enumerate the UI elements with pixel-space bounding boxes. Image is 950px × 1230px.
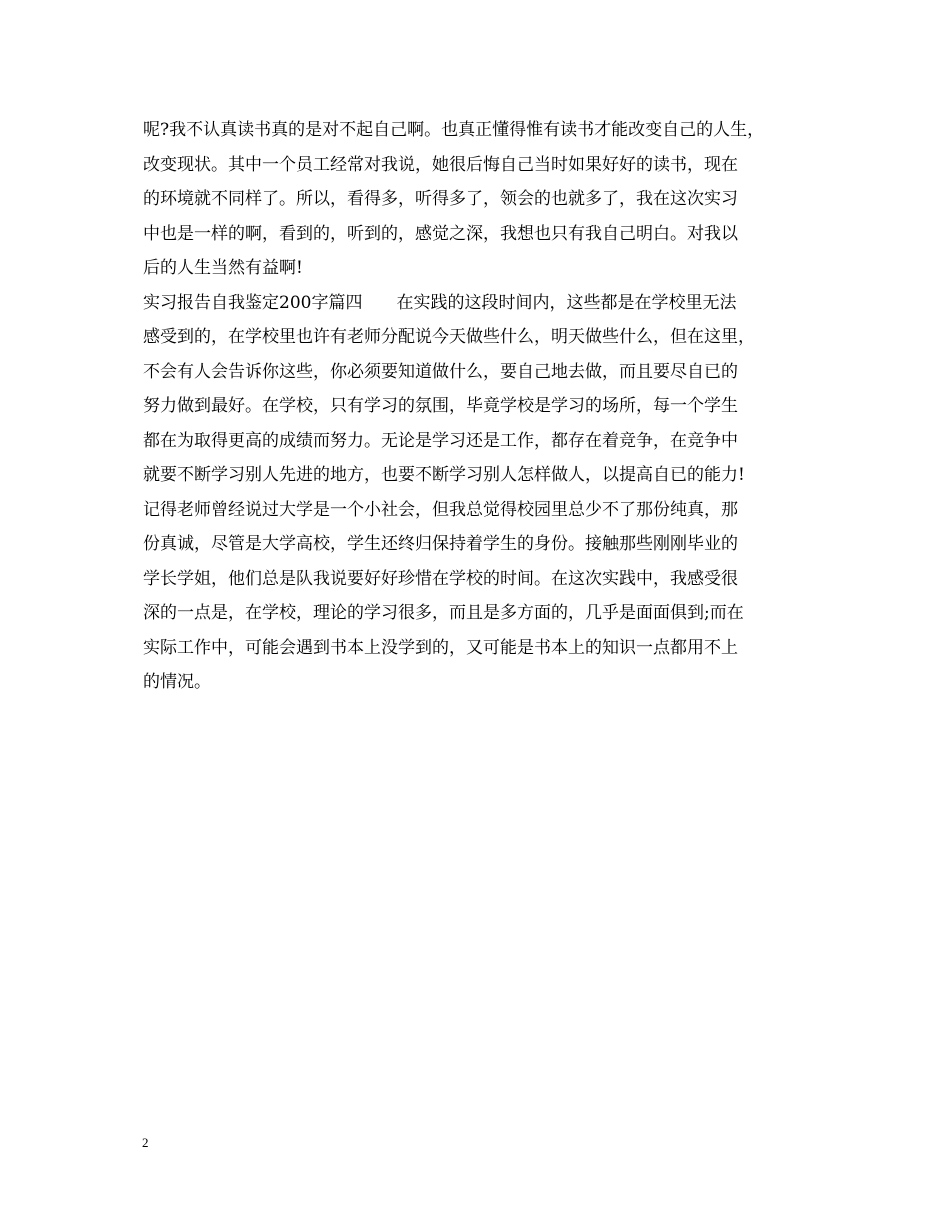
text-line: 份真诚，尽管是大学高校，学生还终归保持着学生的身份。接触那些刚刚毕业的: [143, 534, 738, 554]
section-heading-line: 实习报告自我鉴定200字篇四 在实践的这段时间内，这些都是在学校里无法: [143, 292, 737, 313]
text-line: 记得老师曾经说过大学是一个小社会，但我总觉得校园里总少不了那份纯真，那: [143, 499, 738, 520]
text-line: 都在为取得更高的成绩而努力。无论是学习还是工作，都存在着竞争，在竞争中: [143, 430, 738, 451]
text-line: 深的一点是，在学校，理论的学习很多，而且是多方面的，几乎是面面俱到;而在: [143, 603, 744, 623]
text-line: 改变现状。其中一个员工经常对我说，她很后悔自己当时如果好好的读书，现在: [143, 154, 738, 175]
text-line: 就要不断学习别人先进的地方，也要不断学习别人怎样做人，以提高自已的能力!: [143, 465, 745, 485]
text-line: 的情况。: [143, 672, 211, 692]
text-line: 中也是一样的啊，看到的，听到的，感觉之深，我想也只有我自己明白。对我以: [143, 223, 738, 244]
text-line: 后的人生当然有益啊!: [143, 258, 303, 278]
text-line: 感受到的，在学校里也许有老师分配说今天做些什么，明天做些什么，但在这里，: [143, 327, 755, 347]
body-text: [143, 113, 843, 700]
text-line: 努力做到最好。在学校，只有学习的氛围，毕竟学校是学习的场所，每一个学生: [143, 396, 738, 416]
page-number: 2: [142, 1135, 149, 1150]
text-line: 学长学姐，他们总是队我说要好好珍惜在学校的时间。在这次实践中，我感受很: [143, 568, 738, 589]
text-line: 实际工作中，可能会遇到书本上没学到的，又可能是书本上的知识一点都用不上: [143, 637, 738, 658]
text-line: 的环境就不同样了。所以，看得多，听得多了，领会的也就多了，我在这次实习: [143, 189, 738, 209]
text-line: 呢?我不认真读书真的是对不起自己啊。也真正懂得惟有读书才能改变自己的人生，: [143, 120, 765, 140]
text-line: 不会有人会告诉你这些，你必须要知道做什么，要自己地去做，而且要尽自已的: [143, 361, 738, 382]
